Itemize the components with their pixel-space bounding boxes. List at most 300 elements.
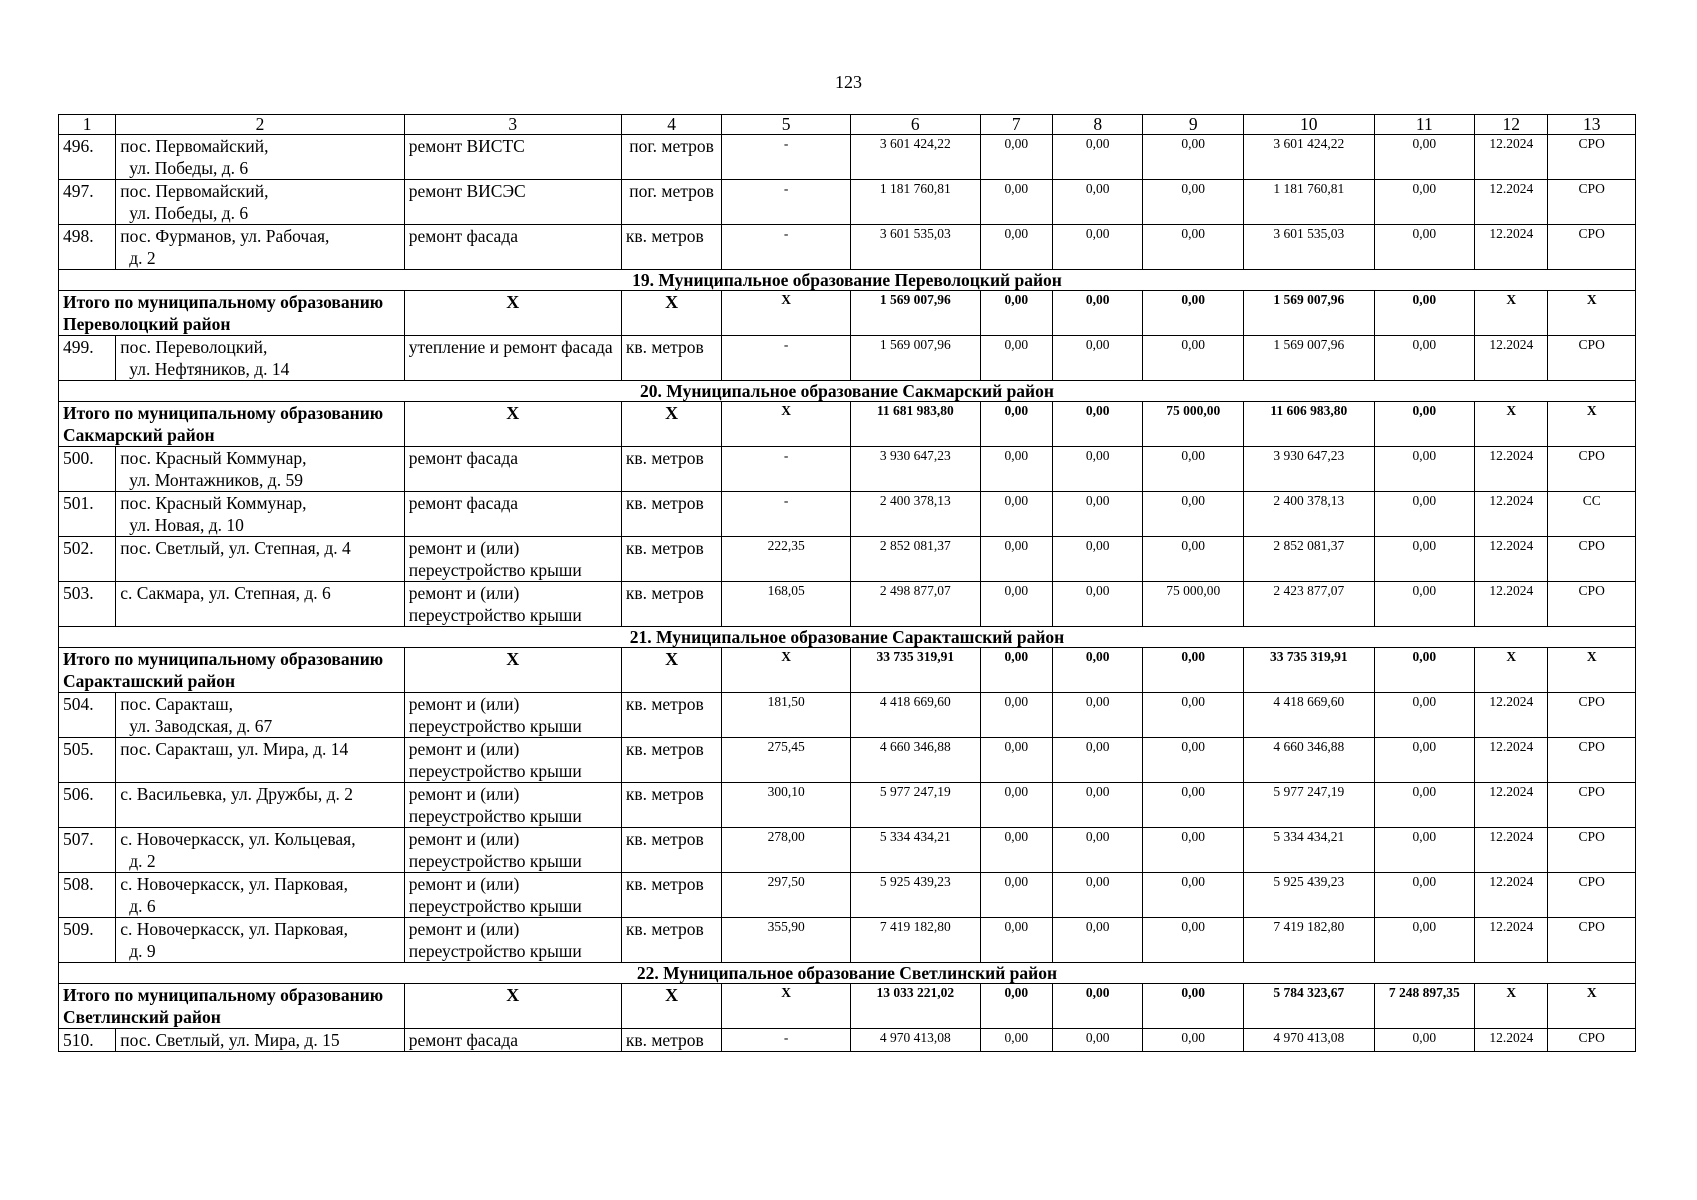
row-cell-11: 0,00 <box>1374 582 1475 627</box>
column-header-7: 7 <box>980 115 1052 135</box>
row-cell-7: 0,00 <box>980 738 1052 783</box>
row-cell-8: 0,00 <box>1052 537 1142 582</box>
row-cell-10: 3 930 647,23 <box>1243 447 1374 492</box>
row-cell-6: 5 334 434,21 <box>850 828 980 873</box>
row-cell-12: 12.2024 <box>1475 336 1548 381</box>
total-cell-13: X <box>1548 984 1636 1029</box>
row-cell-9: 0,00 <box>1143 492 1244 537</box>
row-cell-11: 0,00 <box>1374 336 1475 381</box>
row-cell-10: 4 418 669,60 <box>1243 693 1374 738</box>
row-cell-5: - <box>722 447 851 492</box>
row-cell-5: - <box>722 225 851 270</box>
row-cell-8: 0,00 <box>1052 783 1142 828</box>
row-cell-7: 0,00 <box>980 225 1052 270</box>
total-cell-10: 5 784 323,67 <box>1243 984 1374 1029</box>
row-work-type: ремонт и (или) переустройство крыши <box>404 873 621 918</box>
row-address <box>116 693 404 738</box>
row-cell-12: 12.2024 <box>1475 1029 1548 1052</box>
total-work-x: X <box>404 984 621 1029</box>
row-cell-8: 0,00 <box>1052 918 1142 963</box>
page-number: 123 <box>835 72 862 92</box>
row-address <box>116 738 404 783</box>
row-cell-7: 0,00 <box>980 537 1052 582</box>
row-number: 500. <box>59 447 116 492</box>
address-line: ул. Победы, д. 6 <box>129 158 249 178</box>
section-row <box>59 963 1636 984</box>
row-address <box>116 783 404 828</box>
section-title: 21. Муниципальное образование Саракташский район <box>59 627 1636 648</box>
address-line: пос. Первомайский, <box>120 181 269 201</box>
total-cell-12: X <box>1475 402 1548 447</box>
row-number: 502. <box>59 537 116 582</box>
row-address <box>116 225 404 270</box>
row-cell-6: 5 977 247,19 <box>850 783 980 828</box>
row-cell-6: 2 852 081,37 <box>850 537 980 582</box>
row-cell-6: 1 181 760,81 <box>850 180 980 225</box>
total-cell-10: 11 606 983,80 <box>1243 402 1374 447</box>
address-line: ул. Нефтяников, д. 14 <box>129 359 290 379</box>
address-line: пос. Светлый, ул. Степная, д. 4 <box>120 538 351 558</box>
row-cell-9: 0,00 <box>1143 135 1244 180</box>
total-work-x: X <box>404 402 621 447</box>
row-cell-9: 0,00 <box>1143 738 1244 783</box>
row-cell-9: 0,00 <box>1143 447 1244 492</box>
address-line: д. 9 <box>129 941 156 961</box>
row-number: 503. <box>59 582 116 627</box>
column-header-13: 13 <box>1548 115 1636 135</box>
row-cell-8: 0,00 <box>1052 336 1142 381</box>
row-cell-5: - <box>722 135 851 180</box>
row-work-type: ремонт ВИСЭС <box>404 180 621 225</box>
row-cell-10: 1 181 760,81 <box>1243 180 1374 225</box>
row-cell-8: 0,00 <box>1052 447 1142 492</box>
row-work-type: ремонт и (или) переустройство крыши <box>404 828 621 873</box>
row-cell-10: 1 569 007,96 <box>1243 336 1374 381</box>
total-cell-13: X <box>1548 291 1636 336</box>
table-row <box>59 873 1636 918</box>
table-row <box>59 582 1636 627</box>
row-cell-9: 0,00 <box>1143 537 1244 582</box>
address-line: ул. Новая, д. 10 <box>129 515 244 535</box>
row-address <box>116 537 404 582</box>
total-cell-7: 0,00 <box>980 402 1052 447</box>
row-work-type: ремонт и (или) переустройство крыши <box>404 783 621 828</box>
row-cell-8: 0,00 <box>1052 828 1142 873</box>
row-cell-12: 12.2024 <box>1475 873 1548 918</box>
table-row <box>59 492 1636 537</box>
row-work-type: ремонт и (или) переустройство крыши <box>404 918 621 963</box>
column-header-8: 8 <box>1052 115 1142 135</box>
address-line: пос. Первомайский, <box>120 136 269 156</box>
table-row <box>59 918 1636 963</box>
row-cell-8: 0,00 <box>1052 582 1142 627</box>
row-cell-9: 75 000,00 <box>1143 582 1244 627</box>
row-cell-6: 7 419 182,80 <box>850 918 980 963</box>
total-cell-6: 1 569 007,96 <box>850 291 980 336</box>
total-label: Итого по муниципальному образованию Сакмарский район <box>59 402 405 447</box>
row-unit: кв. метров <box>621 537 722 582</box>
row-cell-11: 0,00 <box>1374 1029 1475 1052</box>
row-number: 510. <box>59 1029 116 1052</box>
row-address <box>116 873 404 918</box>
row-cell-12: 12.2024 <box>1475 738 1548 783</box>
row-cell-9: 0,00 <box>1143 873 1244 918</box>
row-cell-11: 0,00 <box>1374 873 1475 918</box>
row-cell-6: 4 970 413,08 <box>850 1029 980 1052</box>
row-number: 496. <box>59 135 116 180</box>
total-cell-6: 11 681 983,80 <box>850 402 980 447</box>
row-unit: пог. метров <box>621 135 722 180</box>
table-row <box>59 447 1636 492</box>
address-line: ул. Монтажников, д. 59 <box>129 470 303 490</box>
total-cell-9: 0,00 <box>1143 648 1244 693</box>
row-unit: кв. метров <box>621 873 722 918</box>
total-cell-12: X <box>1475 984 1548 1029</box>
row-unit: кв. метров <box>621 693 722 738</box>
total-label: Итого по муниципальному образованию Саракташский район <box>59 648 405 693</box>
total-cell-11: 7 248 897,35 <box>1374 984 1475 1029</box>
row-cell-11: 0,00 <box>1374 783 1475 828</box>
row-cell-13: СРО <box>1548 582 1636 627</box>
row-unit: кв. метров <box>621 828 722 873</box>
row-work-type: ремонт фасада <box>404 492 621 537</box>
row-cell-12: 12.2024 <box>1475 582 1548 627</box>
row-address <box>116 1029 404 1052</box>
row-cell-7: 0,00 <box>980 918 1052 963</box>
row-address <box>116 336 404 381</box>
total-cell-11: 0,00 <box>1374 648 1475 693</box>
row-cell-11: 0,00 <box>1374 225 1475 270</box>
row-cell-9: 0,00 <box>1143 828 1244 873</box>
row-cell-6: 5 925 439,23 <box>850 873 980 918</box>
table-row <box>59 693 1636 738</box>
total-cell-13: X <box>1548 648 1636 693</box>
row-cell-13: СС <box>1548 492 1636 537</box>
row-cell-8: 0,00 <box>1052 135 1142 180</box>
row-cell-6: 3 930 647,23 <box>850 447 980 492</box>
address-line: пос. Фурманов, ул. Рабочая, <box>120 226 330 246</box>
total-cell-11: 0,00 <box>1374 291 1475 336</box>
address-line: пос. Красный Коммунар, <box>120 448 307 468</box>
row-cell-6: 1 569 007,96 <box>850 336 980 381</box>
section-title: 19. Муниципальное образование Переволоцкий район <box>59 270 1636 291</box>
row-unit: пог. метров <box>621 180 722 225</box>
address-line: с. Васильевка, ул. Дружбы, д. 2 <box>120 784 353 804</box>
row-cell-11: 0,00 <box>1374 447 1475 492</box>
row-number: 506. <box>59 783 116 828</box>
row-cell-10: 4 660 346,88 <box>1243 738 1374 783</box>
total-cell-10: 1 569 007,96 <box>1243 291 1374 336</box>
row-cell-5: - <box>722 180 851 225</box>
row-cell-13: СРО <box>1548 225 1636 270</box>
row-cell-13: СРО <box>1548 873 1636 918</box>
row-cell-8: 0,00 <box>1052 492 1142 537</box>
total-cell-5: X <box>722 984 851 1029</box>
row-work-type: ремонт фасада <box>404 447 621 492</box>
row-address <box>116 492 404 537</box>
row-unit: кв. метров <box>621 447 722 492</box>
total-cell-7: 0,00 <box>980 984 1052 1029</box>
row-cell-10: 5 925 439,23 <box>1243 873 1374 918</box>
column-header-3: 3 <box>404 115 621 135</box>
address-line: с. Сакмара, ул. Степная, д. 6 <box>120 583 331 603</box>
row-cell-8: 0,00 <box>1052 1029 1142 1052</box>
row-cell-7: 0,00 <box>980 447 1052 492</box>
row-cell-12: 12.2024 <box>1475 225 1548 270</box>
row-unit: кв. метров <box>621 492 722 537</box>
column-header-6: 6 <box>850 115 980 135</box>
row-cell-9: 0,00 <box>1143 783 1244 828</box>
total-cell-6: 13 033 221,02 <box>850 984 980 1029</box>
row-cell-5: - <box>722 336 851 381</box>
row-cell-12: 12.2024 <box>1475 447 1548 492</box>
row-cell-8: 0,00 <box>1052 693 1142 738</box>
row-cell-10: 2 852 081,37 <box>1243 537 1374 582</box>
total-work-x: X <box>404 291 621 336</box>
table-row <box>59 1029 1636 1052</box>
total-cell-7: 0,00 <box>980 648 1052 693</box>
address-line: ул. Победы, д. 6 <box>129 203 249 223</box>
row-unit: кв. метров <box>621 1029 722 1052</box>
row-cell-9: 0,00 <box>1143 918 1244 963</box>
row-cell-8: 0,00 <box>1052 738 1142 783</box>
row-cell-13: СРО <box>1548 336 1636 381</box>
row-cell-9: 0,00 <box>1143 693 1244 738</box>
total-work-x: X <box>404 648 621 693</box>
row-number: 498. <box>59 225 116 270</box>
row-cell-13: СРО <box>1548 537 1636 582</box>
total-row <box>59 402 1636 447</box>
row-work-type: ремонт фасада <box>404 1029 621 1052</box>
row-number: 508. <box>59 873 116 918</box>
row-cell-9: 0,00 <box>1143 180 1244 225</box>
row-cell-7: 0,00 <box>980 873 1052 918</box>
row-cell-7: 0,00 <box>980 582 1052 627</box>
row-unit: кв. метров <box>621 225 722 270</box>
row-work-type: ремонт и (или) переустройство крыши <box>404 537 621 582</box>
row-work-type: ремонт и (или) переустройство крыши <box>404 582 621 627</box>
total-cell-8: 0,00 <box>1052 402 1142 447</box>
row-number: 505. <box>59 738 116 783</box>
row-cell-9: 0,00 <box>1143 225 1244 270</box>
total-cell-13: X <box>1548 402 1636 447</box>
total-cell-9: 0,00 <box>1143 984 1244 1029</box>
address-line: пос. Светлый, ул. Мира, д. 15 <box>120 1030 340 1050</box>
total-cell-10: 33 735 319,91 <box>1243 648 1374 693</box>
row-cell-10: 5 977 247,19 <box>1243 783 1374 828</box>
row-cell-5: - <box>722 492 851 537</box>
total-cell-8: 0,00 <box>1052 291 1142 336</box>
column-header-10: 10 <box>1243 115 1374 135</box>
section-row <box>59 627 1636 648</box>
row-cell-13: СРО <box>1548 1029 1636 1052</box>
total-row <box>59 648 1636 693</box>
row-number: 504. <box>59 693 116 738</box>
row-cell-11: 0,00 <box>1374 738 1475 783</box>
row-cell-10: 7 419 182,80 <box>1243 918 1374 963</box>
row-work-type: ремонт ВИСТС <box>404 135 621 180</box>
row-cell-11: 0,00 <box>1374 180 1475 225</box>
row-cell-5: 355,90 <box>722 918 851 963</box>
column-header-1: 1 <box>59 115 116 135</box>
total-cell-11: 0,00 <box>1374 402 1475 447</box>
address-line: пос. Переволоцкий, <box>120 337 268 357</box>
row-cell-10: 5 334 434,21 <box>1243 828 1374 873</box>
row-address <box>116 447 404 492</box>
table-row <box>59 537 1636 582</box>
row-cell-12: 12.2024 <box>1475 135 1548 180</box>
total-unit-x: X <box>621 402 722 447</box>
total-cell-5: X <box>722 291 851 336</box>
row-cell-8: 0,00 <box>1052 225 1142 270</box>
column-header-4: 4 <box>621 115 722 135</box>
row-cell-7: 0,00 <box>980 783 1052 828</box>
row-number: 507. <box>59 828 116 873</box>
row-cell-7: 0,00 <box>980 336 1052 381</box>
table-row <box>59 738 1636 783</box>
row-cell-10: 4 970 413,08 <box>1243 1029 1374 1052</box>
row-cell-12: 12.2024 <box>1475 693 1548 738</box>
row-cell-13: СРО <box>1548 180 1636 225</box>
table-row <box>59 783 1636 828</box>
row-cell-11: 0,00 <box>1374 537 1475 582</box>
total-unit-x: X <box>621 984 722 1029</box>
header-row <box>59 115 1636 135</box>
total-label: Итого по муниципальному образованию Светлинский район <box>59 984 405 1029</box>
row-cell-8: 0,00 <box>1052 180 1142 225</box>
row-unit: кв. метров <box>621 582 722 627</box>
total-cell-12: X <box>1475 291 1548 336</box>
row-work-type: утепление и ремонт фасада <box>404 336 621 381</box>
section-row <box>59 381 1636 402</box>
total-cell-6: 33 735 319,91 <box>850 648 980 693</box>
row-number: 499. <box>59 336 116 381</box>
row-cell-13: СРО <box>1548 918 1636 963</box>
table-row <box>59 336 1636 381</box>
row-cell-10: 3 601 424,22 <box>1243 135 1374 180</box>
row-address <box>116 828 404 873</box>
row-cell-5: 300,10 <box>722 783 851 828</box>
total-cell-5: X <box>722 402 851 447</box>
row-cell-12: 12.2024 <box>1475 828 1548 873</box>
table-row <box>59 180 1636 225</box>
total-cell-5: X <box>722 648 851 693</box>
row-number: 509. <box>59 918 116 963</box>
section-title: 20. Муниципальное образование Сакмарский район <box>59 381 1636 402</box>
total-cell-9: 75 000,00 <box>1143 402 1244 447</box>
row-cell-6: 2 498 877,07 <box>850 582 980 627</box>
row-number: 497. <box>59 180 116 225</box>
row-cell-6: 4 660 346,88 <box>850 738 980 783</box>
address-line: с. Новочеркасск, ул. Парковая, <box>120 919 348 939</box>
row-cell-11: 0,00 <box>1374 918 1475 963</box>
row-cell-6: 3 601 424,22 <box>850 135 980 180</box>
row-unit: кв. метров <box>621 336 722 381</box>
total-unit-x: X <box>621 648 722 693</box>
column-header-5: 5 <box>722 115 851 135</box>
row-cell-7: 0,00 <box>980 1029 1052 1052</box>
row-cell-9: 0,00 <box>1143 1029 1244 1052</box>
row-address <box>116 180 404 225</box>
row-cell-5: 275,45 <box>722 738 851 783</box>
row-cell-7: 0,00 <box>980 693 1052 738</box>
total-cell-12: X <box>1475 648 1548 693</box>
row-cell-5: - <box>722 1029 851 1052</box>
row-cell-9: 0,00 <box>1143 336 1244 381</box>
row-cell-11: 0,00 <box>1374 492 1475 537</box>
total-cell-7: 0,00 <box>980 291 1052 336</box>
row-address <box>116 918 404 963</box>
row-work-type: ремонт и (или) переустройство крыши <box>404 693 621 738</box>
table-row <box>59 828 1636 873</box>
section-title: 22. Муниципальное образование Светлинский район <box>59 963 1636 984</box>
row-cell-5: 168,05 <box>722 582 851 627</box>
address-line: пос. Саракташ, <box>120 694 234 714</box>
row-unit: кв. метров <box>621 783 722 828</box>
row-cell-7: 0,00 <box>980 135 1052 180</box>
row-unit: кв. метров <box>621 918 722 963</box>
address-line: д. 6 <box>129 896 156 916</box>
row-cell-5: 222,35 <box>722 537 851 582</box>
row-cell-11: 0,00 <box>1374 135 1475 180</box>
total-cell-9: 0,00 <box>1143 291 1244 336</box>
row-number: 501. <box>59 492 116 537</box>
row-unit: кв. метров <box>621 738 722 783</box>
total-row <box>59 984 1636 1029</box>
row-cell-12: 12.2024 <box>1475 537 1548 582</box>
total-cell-8: 0,00 <box>1052 984 1142 1029</box>
total-cell-8: 0,00 <box>1052 648 1142 693</box>
table-row <box>59 225 1636 270</box>
total-label: Итого по муниципальному образованию Переволоцкий район <box>59 291 405 336</box>
capital-repair-table <box>58 114 1636 1052</box>
address-line: ул. Заводская, д. 67 <box>129 716 273 736</box>
row-cell-7: 0,00 <box>980 492 1052 537</box>
table-row <box>59 135 1636 180</box>
address-line: д. 2 <box>129 851 156 871</box>
row-cell-13: СРО <box>1548 738 1636 783</box>
row-cell-5: 181,50 <box>722 693 851 738</box>
row-cell-13: СРО <box>1548 828 1636 873</box>
row-cell-12: 12.2024 <box>1475 918 1548 963</box>
row-cell-6: 3 601 535,03 <box>850 225 980 270</box>
row-cell-7: 0,00 <box>980 180 1052 225</box>
row-cell-13: СРО <box>1548 447 1636 492</box>
address-line: с. Новочеркасск, ул. Парковая, <box>120 874 348 894</box>
column-header-9: 9 <box>1143 115 1244 135</box>
row-cell-5: 297,50 <box>722 873 851 918</box>
row-cell-13: СРО <box>1548 693 1636 738</box>
row-cell-11: 0,00 <box>1374 693 1475 738</box>
row-cell-6: 2 400 378,13 <box>850 492 980 537</box>
row-cell-11: 0,00 <box>1374 828 1475 873</box>
row-cell-10: 2 423 877,07 <box>1243 582 1374 627</box>
row-cell-5: 278,00 <box>722 828 851 873</box>
row-cell-12: 12.2024 <box>1475 180 1548 225</box>
column-header-2: 2 <box>116 115 404 135</box>
row-cell-7: 0,00 <box>980 828 1052 873</box>
row-cell-13: СРО <box>1548 783 1636 828</box>
address-line: пос. Саракташ, ул. Мира, д. 14 <box>120 739 349 759</box>
row-cell-12: 12.2024 <box>1475 783 1548 828</box>
row-address <box>116 582 404 627</box>
total-row <box>59 291 1636 336</box>
address-line: пос. Красный Коммунар, <box>120 493 307 513</box>
row-cell-10: 2 400 378,13 <box>1243 492 1374 537</box>
address-line: с. Новочеркасск, ул. Кольцевая, <box>120 829 356 849</box>
row-work-type: ремонт и (или) переустройство крыши <box>404 738 621 783</box>
section-row <box>59 270 1636 291</box>
